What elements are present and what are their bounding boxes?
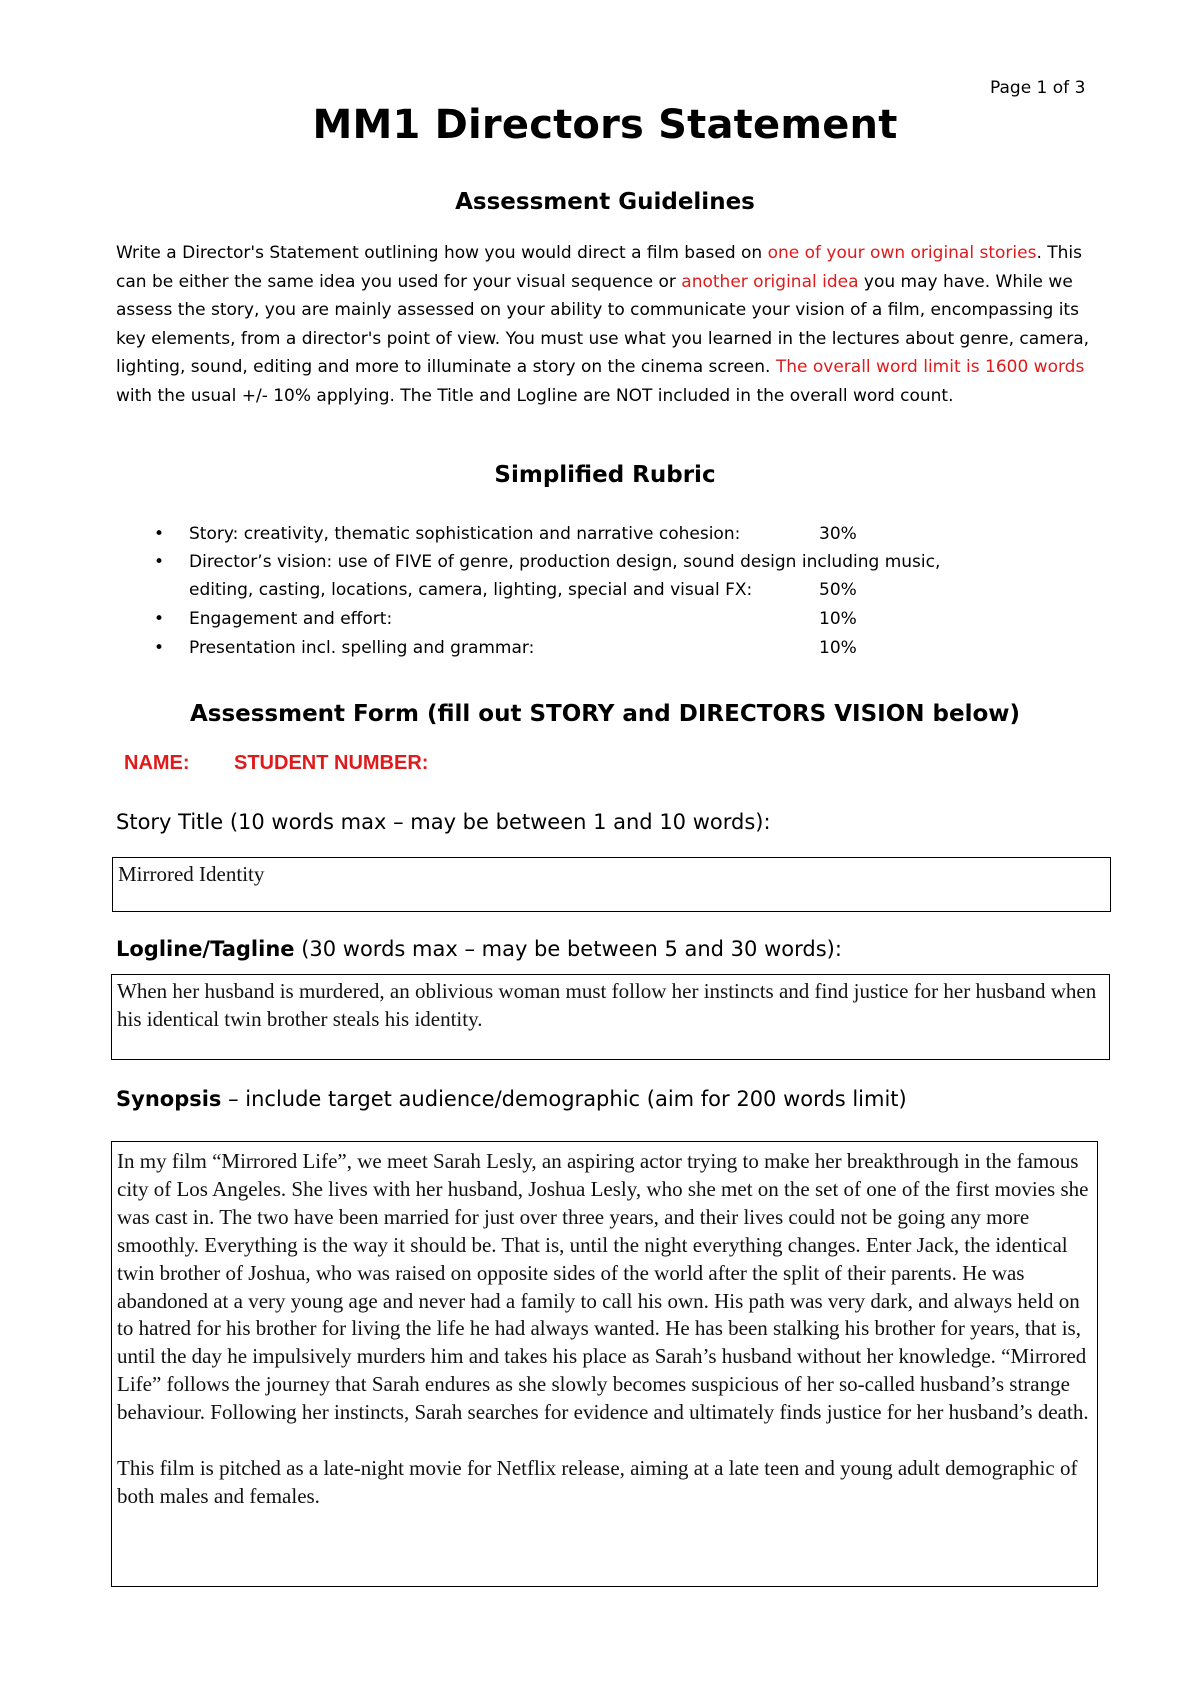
synopsis-label	[116, 1087, 907, 1111]
guidelines-paragraph	[116, 239, 1096, 411]
story-title-label: Story Title (10 words max – may be between 1 and 10 words):	[116, 810, 771, 834]
rubric-item-percent: 10%	[819, 638, 857, 658]
guidelines-text: you may have. While we assess the story, you are mainly assessed on your ability to communicate your vision of a film, encompassing its key elements, from a director's point of view. You must use what you learned in the lectures about genre, camera, lighting, sound, editing and more to illuminate a story on the cinema screen.	[116, 271, 1090, 378]
story-title-field[interactable]	[112, 857, 1111, 912]
bullet: •	[154, 524, 165, 544]
logline-label-rest: (30 words max – may be between 5 and 30 words):	[294, 937, 842, 961]
story-title-value: Mirrored Identity	[118, 862, 265, 886]
guidelines-highlight: another original idea	[681, 271, 859, 292]
rubric-item	[0, 552, 1200, 580]
rubric-item-text: Story: creativity, thematic sophistication and narrative cohesion:	[189, 524, 741, 544]
rubric-heading: Simplified Rubric	[494, 462, 716, 488]
rubric-item-text: Engagement and effort:	[189, 609, 393, 629]
student-number-label: STUDENT NUMBER:	[234, 752, 429, 774]
name-student-number-row	[124, 752, 429, 775]
synopsis-paragraph: This film is pitched as a late-night movie for Netflix release, aiming at a late teen and young adult demographic of both males and females.	[117, 1456, 1078, 1508]
guidelines-text: . This can be either the same idea you used for your visual sequence or	[116, 243, 1082, 292]
bullet: •	[154, 638, 165, 658]
rubric-item-text: Presentation incl. spelling and grammar:	[189, 638, 535, 658]
logline-label	[116, 937, 842, 961]
rubric-item	[0, 524, 1200, 552]
assessment-form-heading: Assessment Form (fill out STORY and DIRECTORS VISION below)	[189, 701, 1021, 727]
rubric-item-percent: 30%	[819, 524, 857, 544]
guidelines-highlight: one of your own original stories	[767, 243, 1037, 263]
rubric-item	[0, 638, 1200, 666]
synopsis-label-rest: – include target audience/demographic (aim for 200 words limit)	[221, 1087, 907, 1111]
rubric-item-text: editing, casting, locations, camera, lighting, special and visual FX:	[189, 580, 753, 600]
rubric-item-continued	[0, 580, 1200, 608]
synopsis-paragraph: In my film “Mirrored Life”, we meet Sarah Lesly, an aspiring actor trying to make her breakthrough in the famous city of Los Angeles. She lives with her husband, Joshua Lesly, who she met on the set of one of the first movies she was cast in. The two have been married for just over three years, and their lives could not be going any more smoothly. Everything is the way it should be. That is, until the night everything changes. Enter Jack, the identical twin brother of Joshua, who was raised on opposite sides of the world after the split of their parents. He was abandoned at a very young age and never had a family to call his own. His path was very dark, and always held on to hatred for his brother for living the life he had always wanted. He has been stalking his brother for years, that is, until the day he impulsively murders him and takes his place as Sarah’s husband without her knowledge. “Mirrored Life” follows the journey that Sarah endures as she slowly becomes suspicious of her so-called husband’s strange behaviour. Following her instincts, Sarah searches for evidence and ultimately finds justice for her husband’s death.	[117, 1149, 1089, 1425]
rubric-item	[0, 609, 1200, 637]
rubric-item-percent: 50%	[819, 580, 857, 600]
guidelines-heading: Assessment Guidelines	[455, 189, 755, 215]
logline-label-bold: Logline/Tagline	[116, 937, 295, 961]
synopsis-field[interactable]	[111, 1141, 1098, 1587]
guidelines-text: Write a Director's Statement outlining how you would direct a film based on	[116, 243, 768, 263]
page-number: Page 1 of 3	[990, 78, 1086, 98]
name-label: NAME:	[124, 752, 190, 774]
synopsis-label-bold: Synopsis	[116, 1087, 222, 1111]
rubric-item-percent: 10%	[819, 609, 857, 629]
logline-field[interactable]	[111, 974, 1110, 1060]
word-limit-highlight: The overall word limit is 1600 words	[775, 357, 1085, 378]
document-title: MM1 Directors Statement	[312, 102, 898, 148]
rubric-item-text: Director’s vision: use of FIVE of genre, production design, sound design including music,	[189, 552, 941, 572]
bullet: •	[154, 552, 165, 572]
bullet: •	[154, 609, 165, 629]
guidelines-text: with the usual +/- 10% applying. The Title and Logline are NOT included in the overall word count.	[116, 385, 954, 406]
logline-value: When her husband is murdered, an oblivious woman must follow her instincts and find justice for her husband when his identical twin brother steals his identity.	[117, 979, 1097, 1031]
